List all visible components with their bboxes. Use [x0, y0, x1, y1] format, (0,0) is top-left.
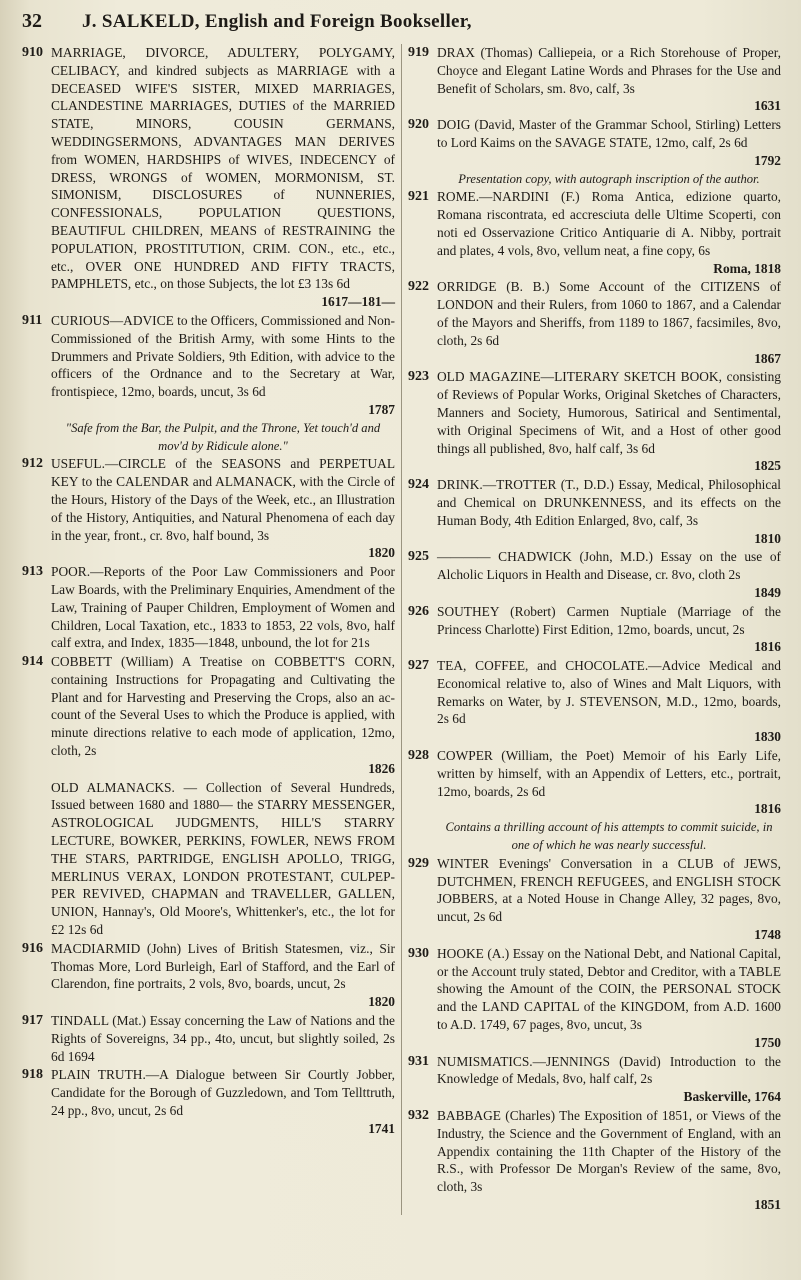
entry-description: TEA, COFFEE, and CHOCOLATE.—Advice Medical and Economical relative to, also of Wines and Malt Liquors, with Remarks on Water, by J. STEVENSON, M.D., 12mo, boards, 2s 6d	[437, 658, 781, 727]
entry-date: 1816	[754, 639, 781, 655]
entry-description: NUMISMATICS.—JENNINGS (David) Introduction to the Knowledge of Medals, 8vo, half calf, 2s	[437, 1053, 781, 1087]
entry-date: 1787	[368, 401, 395, 417]
lot-number: 922	[408, 279, 429, 295]
entry-body	[51, 940, 395, 1011]
entry-description: DOIG (David, Master of the Grammar School, Stirling) Letters to Lord Kaims on the SAVAGE STATE, 12mo, calf, 2s 6d	[437, 117, 781, 150]
catalogue-entry	[408, 278, 781, 367]
entry-description: DRAX (Thomas) Calliepeia, or a Rich Storehouse of Proper, Choyce and Elegant Latine Words and Phrases for the Use and Benefit of Scholars, sm. 8vo, calf, 3s	[437, 45, 781, 96]
entry-description: OLD MAGAZINE—LITERARY SKETCH BOOK, consisting of Reviews of Popular Works, Original Sketches of Characters, Manners and Society, Humorous, Satirical and Sentimental, with Original Specimens of Wit, and a Host of other good things all published, 8vo, half calf, 3s 6d	[437, 369, 781, 456]
entry-date: 1810	[754, 530, 781, 546]
entry-description: COWPER (William, the Poet) Memoir of his Early Life, written by himself, with an Appendix of Letters, etc., portrait, 12mo, boards, 2s 6d	[437, 748, 781, 799]
entry-description: USEFUL.—CIRCLE of the SEASONS and PERPETUAL KEY to the CALENDAR and ALMANACK, with the Circle of the Hours, History of the Days of the Week, etc., an Illustration of the History, Antiquities, and Natural Phenomena of each day in the year, front., cr. 8vo, half bound, 3s	[51, 456, 395, 543]
entry-description: SOUTHEY (Robert) Carmen Nuptiale (Marriage of the Princess Charlotte) First Edition, 12mo, boards, uncut, 2s	[437, 603, 781, 637]
page-number: 32	[22, 10, 42, 32]
catalogue-entry	[408, 548, 781, 601]
entry-body	[51, 1012, 395, 1065]
lot-number: 927	[408, 658, 429, 674]
entry-body	[51, 312, 395, 419]
catalogue-entry	[22, 653, 395, 778]
entry-body	[437, 116, 781, 169]
lot-number: 919	[408, 45, 429, 60]
lot-number: 913	[22, 564, 43, 580]
entry-description: ———— CHADWICK (John, M.D.) Essay on the use of Alcholic Liquors in Health and Disease, cr. 8vo, cloth 2s	[437, 549, 781, 583]
catalogue-entry	[22, 779, 395, 939]
entry-body	[437, 1107, 781, 1214]
lot-number: 923	[408, 369, 429, 385]
catalogue-entry	[408, 476, 781, 547]
entry-description: OLD ALMANACKS. — Collection of Several Hundreds, Issued between 1680 and 1880— the STARRY MESSENGER, ASTROLOGICAL JUDGMENTS, HILL'S STARRY LECTURE, BOWKER, PERKINS, FOWLER, NEWS FROM THE STARS, PARTRIDGE, ENGLISH APOLLO, TRIGG, MERLINUS VERAX, LONDON PROTESTANT, CULPEPPER REVIVED, CHAPMAN and TRAVELLER, GALLEN, UNION, Hannay's, Old Moore's, Whittenker's, etc., the lot for £2 12s 6d	[51, 779, 395, 938]
entry-body	[437, 603, 781, 656]
left-column	[22, 44, 395, 1215]
lot-number: 921	[408, 189, 429, 205]
lot-number	[22, 779, 51, 939]
entry-body	[437, 44, 781, 115]
entry-date: 1826	[368, 760, 395, 776]
entry-body	[51, 563, 395, 652]
lot-number: 932	[408, 1108, 429, 1124]
lot-number: 925	[408, 549, 429, 565]
lot-number: 911	[22, 312, 43, 328]
entry-body	[437, 548, 781, 601]
lot-number: 931	[408, 1053, 429, 1069]
entry-body	[437, 855, 781, 944]
entry-description: CURIOUS—ADVICE to the Officers, Commissioned and Non-Commissioned of the British Army, with some Hints to the Drummers and Private Soldiers, 9th Edition, with advice to the officers of the Ordnance and to the Secretary at War, frontispiece, 12mo, boards, uncut, 3s 6d	[51, 312, 395, 400]
entry-body	[51, 779, 395, 939]
entry-description: DRINK.—TROTTER (T., D.D.) Essay, Medical, Philosophical and Chemical on DRUNKENNESS, and its effects on the Human Body, 4th Edition Enlarged, 8vo, calf, 3s	[437, 477, 781, 528]
lot-number: 917	[22, 1013, 43, 1029]
lot-number: 924	[408, 477, 429, 493]
entry-description: TINDALL (Mat.) Essay concerning the Law of Nations and the Rights of Sovereigns, 34 pp., 4to, uncut, but slightly soiled, 2s 6d 1694	[51, 1013, 395, 1064]
catalogue-entry	[22, 312, 395, 419]
running-head: J. SALKELD, English and Foreign Bookseller,	[82, 11, 472, 32]
entry-description: COBBETT (William) A Treatise on COBBETT'S CORN, containing Instructions for Propagating and Cultivating the Plant and for Harvesting and Preserving the Crops, also an account of the Several Uses to which the Produce is applied, with minute directions relative to each mode of application, 12mo, cloth, 2s	[51, 654, 395, 759]
entry-note: Presentation copy, with autograph inscription of the author.	[458, 171, 760, 186]
entry-body	[437, 945, 781, 1052]
entry-date: 1825	[754, 458, 781, 474]
entry-date: Roma, 1818	[713, 260, 781, 276]
entry-body	[437, 657, 781, 746]
catalogue-entry	[22, 455, 395, 562]
entry-body	[437, 476, 781, 547]
lot-number: 916	[22, 940, 43, 956]
lot-number: 910	[22, 45, 43, 60]
catalogue-entry	[408, 855, 781, 944]
catalogue-entry	[22, 1012, 395, 1065]
entry-description: BABBAGE (Charles) The Exposition of 1851, or Views of the Industry, the Science and the Government of England, with an Appendix containing the 11th Chapter of the History of the R.S., with Professor De Morgan's Review of the same, 8vo, cloth, 3s	[437, 1108, 781, 1195]
entry-body	[437, 368, 781, 475]
entry-body	[437, 188, 781, 277]
entry-description: ORRIDGE (B. B.) Some Account of the CITIZENS of LONDON and their Rulers, from 1060 to 1867, and a Calendar of the Mayors and Sheriffs, from 1189 to 1867, facsimiles, 8vo, cloth, 2s 6d	[437, 279, 781, 348]
catalogue-entry	[22, 1066, 395, 1137]
entry-body	[437, 1053, 781, 1106]
lot-number: 926	[408, 603, 429, 619]
entry-body	[51, 455, 395, 562]
entry-body	[51, 1066, 395, 1137]
entry-date: Baskerville, 1764	[683, 1089, 781, 1105]
lot-number: 929	[408, 855, 429, 871]
entry-description: WINTER Evenings' Conversation in a CLUB of JEWS, DUTCHMEN, FRENCH REFUGEES, and ENGLISH STOCK JOBBERS, at a Noted House in Change Alley, 32 pages, 8vo, uncut, 2s 6d	[437, 855, 781, 925]
lot-number: 920	[408, 117, 429, 133]
lot-number: 930	[408, 945, 429, 961]
catalogue-entry	[22, 940, 395, 1011]
entry-description: MACDIARMID (John) Lives of British Statesmen, viz., Sir Thomas More, Lord Burleigh, Earl of Stafford, and the Earl of Clarendon, fine portraits, 2 vols, 8vo, boards, uncut, 2s	[51, 940, 395, 992]
catalogue-entry	[408, 747, 781, 818]
catalogue-entry	[408, 657, 781, 746]
catalogue-entry	[408, 44, 781, 115]
catalogue-entry	[408, 116, 781, 169]
entry-date: 1820	[368, 994, 395, 1010]
entry-date: 1631	[754, 98, 781, 114]
entry-date: 1816	[754, 801, 781, 817]
catalogue-entry	[408, 188, 781, 277]
right-column	[401, 44, 781, 1215]
entry-date: 1750	[754, 1034, 781, 1050]
entry-date: 1741	[368, 1120, 395, 1136]
entry-date: 1617—181—	[321, 294, 395, 310]
entry-date: 1792	[754, 152, 781, 168]
catalogue-entry	[408, 1053, 781, 1106]
catalogue-columns	[22, 44, 787, 1215]
lot-number: 912	[22, 456, 43, 472]
catalogue-entry	[408, 368, 781, 475]
entry-date: 1849	[754, 584, 781, 600]
entry-date: 1851	[754, 1197, 781, 1212]
entry-body	[437, 747, 781, 818]
entry-description: PLAIN TRUTH.—A Dialogue between Sir Courtly Jobber, Candidate for the Borough of Guzzledown, and Tom Tellttruth, 24 pp., 8vo, uncut, 2s 6d	[51, 1067, 395, 1119]
entry-description: MARRIAGE, DIVORCE, ADULTERY, POLYGAMY, CELIBACY, and kindred subjects as MARRIAGE with a DECEASED WIFE'S SISTER, MIXED MARRIAGES, CLANDESTINE MARRIAGES, DUTIES of the MARRIED STATE, MINORS, COUSIN GERMANS, WEDDINGSERMONS, ADVANTAGES MAN DERIVES from WOMEN, HARDSHIPS of WIVES, INDECENCY of DRESS, WRONGS of WOMEN, MORMONISM, ST. SIMONISM, DISCLOSURES of NUNNERIES, CONFESSIONALS, POPULATION QUESTIONS, BEAUTIFUL CHILDREN, MEANS of RESTRAINING the POPULATION, PROSTITUTION, CRIM. CON., etc., etc., etc., OVER ONE HUNDRED AND FIFTY TRACTS, PAMPHLETS, etc., on those Subjects, the lot £3 13s 6d	[51, 45, 395, 292]
entry-description: ROME.—NARDINI (F.) Roma Antica, edizione quarto, Romana riscontrata, ed accresciuta delle Ultime Scoperti, con noti ed Osservazione Critico Antiquarie di A. Nibby, portrait and plates, 4 vols, 8vo, vellum neat, a fine copy, 6s	[437, 189, 781, 258]
entry-date: 1748	[754, 927, 781, 943]
entry-description: HOOKE (A.) Essay on the National Debt, and National Capital, or the Account truly stated, Debtor and Creditor, with a TABLE showing the Amount of the COIN, the PERSONAL STOCK and the LAND CAPITAL of the KINGDOM, from A.D. 1600 to A.D. 1749, 67 pages, 8vo, uncut, 3s	[437, 945, 781, 1033]
entry-date: 1830	[754, 729, 781, 745]
lot-number: 928	[408, 748, 429, 764]
lot-number: 914	[22, 654, 43, 670]
catalogue-entry	[22, 563, 395, 652]
entry-date: 1867	[754, 350, 781, 366]
entry-date: 1820	[368, 545, 395, 561]
lot-number: 918	[22, 1067, 43, 1083]
catalogue-entry	[22, 44, 395, 311]
entry-body	[51, 653, 395, 778]
entry-body	[437, 278, 781, 367]
catalogue-entry	[408, 1107, 781, 1214]
catalogue-entry	[408, 603, 781, 656]
entry-note: "Safe from the Bar, the Pulpit, and the Throne, Yet touch'd and mov'd by Ridicule alone."	[65, 420, 381, 453]
page-header	[22, 10, 787, 42]
entry-description: POOR.—Reports of the Poor Law Commissioners and Poor Law Boards, with the Preliminary Enquiries, Amendment of the Law, Training of Pauper Children, Employment of Women and Children, Local Taxation, etc., 1833 to 1853, 22 vols, 8vo, half calf extra, and Index, 1835—1848, unbound, the lot for 21s	[51, 564, 395, 651]
entry-note: Contains a thrilling account of his attempts to commit suicide, in one of which he was nearly successful.	[445, 820, 773, 853]
catalogue-entry	[408, 945, 781, 1052]
entry-body	[51, 44, 395, 311]
